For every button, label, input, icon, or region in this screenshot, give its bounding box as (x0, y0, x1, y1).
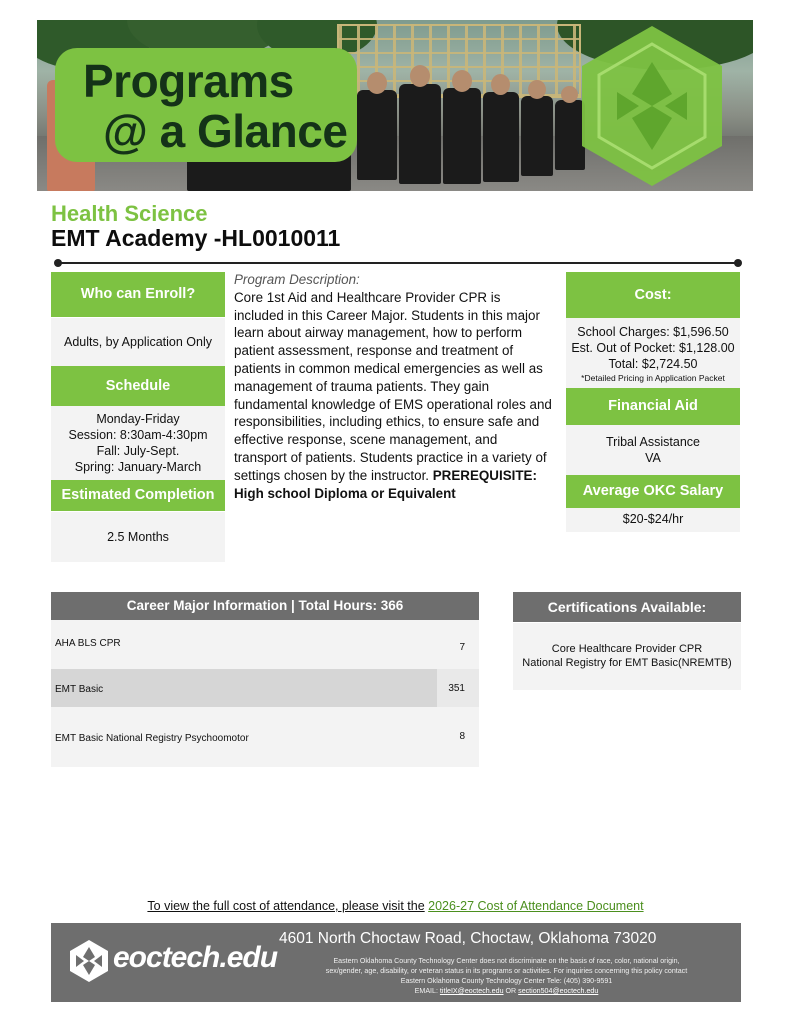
school-charges: School Charges: $1,596.50 (577, 325, 729, 339)
title-badge (55, 48, 357, 162)
email-label: EMAIL: (414, 987, 438, 995)
certifications-heading: Certifications Available: (513, 592, 741, 622)
footer-brand: eoctech.edu (113, 941, 278, 974)
salary-value: $20-$24/hr (566, 508, 740, 532)
footer (51, 923, 741, 1002)
course-hours: 8 (459, 731, 465, 742)
schedule-spring: Spring: January-March (74, 460, 202, 474)
cost-box (566, 318, 740, 388)
cost-note: *Detailed Pricing in Application Packet (581, 373, 725, 383)
certification-item: Core Healthcare Provider CPR (551, 643, 703, 655)
titleix-email-link[interactable]: titleIX@eoctech.edu (439, 987, 504, 995)
schedule-session: Session: 8:30am-4:30pm (68, 428, 208, 442)
schedule-days: Monday-Friday (96, 412, 180, 426)
course-hours: 351 (448, 683, 465, 694)
course-name: EMT Basic National Registry Psychoomotor (55, 733, 249, 744)
divider (57, 262, 739, 264)
description-text: Core 1st Aid and Healthcare Provider CPR is included in this Career Major. Students in this major learn about airway management, how to perform patient assessment, response and treatment of patients in common medical emergencies as well as management of trauma patients. They gain fundamental knowledge of EMS operational roles and responsibilities, including ethics, to ensure safe and effective response, scene management, and transport of patients. Students practice in a variety of settings chosen by the instructor. (234, 289, 552, 483)
banner-title-line2: @ a Glance (103, 105, 348, 157)
program-title: EMT Academy -HL0010011 (51, 225, 341, 251)
course-hours: 7 (459, 642, 465, 653)
certification-item: National Registry for EMT Basic(NREMTB) (522, 657, 732, 669)
attendance-text: To view the full cost of attendance, please visit the (147, 899, 425, 913)
financial-aid-box (566, 425, 740, 475)
banner-photo (37, 20, 753, 191)
course-name: EMT Basic (55, 684, 104, 695)
completion-value: 2.5 Months (51, 512, 225, 562)
completion-heading: Estimated Completion (51, 480, 225, 511)
hexagon-logo-icon (577, 22, 727, 190)
cost-of-attendance-link[interactable]: 2026-27 Cost of Attendance Document (428, 899, 644, 913)
footer-address: 4601 North Choctaw Road, Choctaw, Oklahoma 73020 (279, 930, 657, 947)
email-or: OR (505, 987, 517, 995)
certifications-box (513, 623, 741, 690)
table-row (51, 620, 479, 669)
enroll-value: Adults, by Application Only (51, 318, 225, 366)
financial-aid-heading: Financial Aid (566, 388, 740, 425)
department-title: Health Science (51, 201, 208, 226)
salary-heading: Average OKC Salary (566, 475, 740, 508)
attendance-note (0, 899, 791, 913)
course-name: AHA BLS CPR (55, 638, 121, 649)
aid-tribal: Tribal Assistance (605, 435, 701, 449)
total-cost: Total: $2,724.50 (608, 357, 698, 371)
table-row (51, 707, 479, 767)
footer-legal (279, 956, 734, 996)
eoctech-logo-icon (67, 939, 111, 983)
legal-line: Eastern Oklahoma County Technology Center does not discriminate on the basis of race, color, national origin, (333, 957, 680, 965)
out-of-pocket: Est. Out of Pocket: $1,128.00 (571, 341, 735, 355)
description-label: Program Description: (234, 272, 360, 287)
section504-email-link[interactable]: section504@eoctech.edu (518, 987, 599, 995)
career-major-heading: Career Major Information | Total Hours: 366 (51, 592, 479, 620)
legal-line: Eastern Oklahoma County Technology Center Tele: (405) 390-9591 (400, 977, 613, 985)
schedule-fall: Fall: July-Sept. (96, 444, 180, 458)
aid-va: VA (645, 451, 661, 465)
legal-line: sex/gender, age, disability, or veteran status in its programs or activities. For inquiries concerning this policy contact (325, 967, 688, 975)
program-description (234, 271, 552, 502)
cost-heading: Cost: (566, 272, 740, 318)
schedule-heading: Schedule (51, 366, 225, 406)
table-row (51, 669, 479, 707)
enroll-heading: Who can Enroll? (51, 272, 225, 317)
schedule-box (51, 406, 225, 480)
prerequisite-text: PREREQUISITE: High school Diploma or Equivalent (234, 467, 537, 501)
email-line (279, 986, 734, 996)
banner-title-line1: Programs (83, 55, 294, 107)
